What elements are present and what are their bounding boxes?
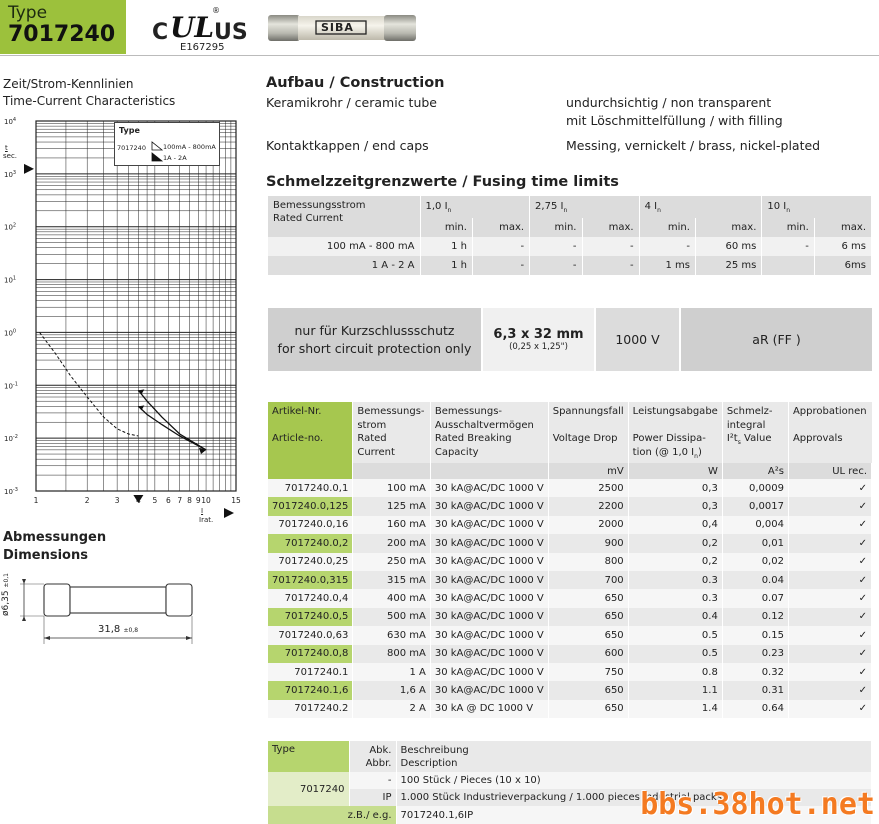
fusing-group-3 xyxy=(639,196,762,218)
approval-check-icon: ✓ xyxy=(788,479,871,497)
voltage-drop-cell: 650 xyxy=(548,626,628,644)
y-tick-label: $10^4$ xyxy=(4,117,17,126)
x-axis-marker xyxy=(133,495,143,503)
fusing-cell: - xyxy=(472,256,529,275)
y-tick-label: $10^0$ xyxy=(4,328,17,338)
fusing-group-1-sub: n xyxy=(447,206,452,214)
unit-cell xyxy=(353,463,431,479)
approval-check-icon: ✓ xyxy=(788,645,871,663)
unit-cell: UL rec. xyxy=(788,463,871,479)
fusing-cell: - xyxy=(530,256,582,275)
short-circuit-note xyxy=(268,308,481,371)
diameter-value: ø6,35 xyxy=(1,590,11,616)
fusing-group-4 xyxy=(762,196,872,218)
power-dissipation-cell: 0.5 xyxy=(628,645,722,663)
diameter-label xyxy=(1,573,11,616)
approval-check-icon: ✓ xyxy=(788,663,871,681)
approval-check-icon: ✓ xyxy=(788,553,871,571)
rated-current-cell: 315 mA xyxy=(353,571,431,589)
x-tick-label: 5 xyxy=(152,496,158,505)
pack-col-abbr-en: Abbr. xyxy=(365,758,392,769)
col-breaking-l3: Rated Breaking xyxy=(434,433,512,444)
col-i2t-l3-end: Value xyxy=(740,433,772,444)
fusing-min-1: min. xyxy=(420,218,472,237)
unit-cell xyxy=(268,463,353,479)
breaking-capacity-cell: 30 kA@AC/DC 1000 V xyxy=(430,479,548,497)
article-number-cell: 7017240.0,5 xyxy=(268,608,353,626)
power-dissipation-cell: 0,3 xyxy=(628,479,722,497)
dimensions-title-de: Abmessungen xyxy=(3,530,107,545)
pack-col-desc-en: Description xyxy=(400,758,458,769)
article-row xyxy=(268,479,872,497)
article-number-cell: 7017240.0,63 xyxy=(268,626,353,644)
fusing-group-1 xyxy=(420,196,530,218)
breaking-capacity-cell: 30 kA@AC/DC 1000 V xyxy=(430,645,548,663)
col-breaking-l1: Bemessungs- xyxy=(434,406,503,417)
voltage-drop-cell: 700 xyxy=(548,571,628,589)
fusing-max-3: max. xyxy=(695,218,761,237)
type-box xyxy=(0,0,126,54)
chart-legend xyxy=(114,122,220,166)
length-value: 31,8 xyxy=(98,624,121,635)
fusing-cell: - xyxy=(472,237,529,256)
chart-svg xyxy=(0,114,244,534)
breaking-capacity-cell: 30 kA@AC/DC 1000 V xyxy=(430,663,548,681)
rated-current-cell: 200 mA xyxy=(353,534,431,552)
fusing-cell: 1 ms xyxy=(639,256,695,275)
approval-check-icon: ✓ xyxy=(788,681,871,699)
power-dissipation-cell: 1.4 xyxy=(628,700,722,718)
fusing-group-2-label: 2,75 I xyxy=(535,200,564,212)
operating-class: aR (FF ) xyxy=(681,308,872,371)
power-dissipation-cell: 0,4 xyxy=(628,516,722,534)
svg-text:UL: UL xyxy=(170,12,214,42)
col-i2t-l1: Schmelz- xyxy=(726,406,773,417)
rated-current-cell: 800 mA xyxy=(353,645,431,663)
i2t-value-cell: 0.64 xyxy=(722,700,788,718)
ul-file-number: E167295 xyxy=(180,42,225,53)
dimensions-title-en: Dimensions xyxy=(3,548,88,563)
breaking-capacity-cell: 30 kA@AC/DC 1000 V xyxy=(430,681,548,699)
chart-title-en: Time-Current Characteristics xyxy=(3,94,176,108)
construction-value-2: Messing, vernickelt / brass, nickel-plated xyxy=(566,138,821,153)
unit-cell: W xyxy=(628,463,722,479)
y-axis-marker xyxy=(24,164,34,174)
fusing-max-4: max. xyxy=(814,218,871,237)
col-power-l4-text: tion (@ 1,0 I xyxy=(632,446,695,458)
legend-curve-icons xyxy=(151,141,163,165)
article-row xyxy=(268,663,872,681)
col-approvals-header xyxy=(788,402,871,463)
article-number-title: 7017240 xyxy=(8,22,116,47)
col-vd-l1: Spannungsfall xyxy=(552,406,624,417)
voltage-drop-cell: 650 xyxy=(548,681,628,699)
rated-current-cell: 100 mA xyxy=(353,479,431,497)
approval-check-icon: ✓ xyxy=(788,571,871,589)
col-voltage-drop-header xyxy=(548,402,628,463)
article-row xyxy=(268,497,872,515)
x-tick-label: 3 xyxy=(114,496,120,505)
col-breaking-l2: Ausschaltvermögen xyxy=(434,419,534,431)
col-current-l3: Rated Current xyxy=(357,433,395,458)
x-tick-label: 1 xyxy=(33,496,39,505)
article-table xyxy=(268,402,872,718)
voltage-drop-cell: 2500 xyxy=(548,479,628,497)
pack-example-value: 7017240.1,6IP xyxy=(396,806,872,824)
pack-col-desc-de: Beschreibung xyxy=(400,745,469,756)
ul-logo-icon xyxy=(168,12,214,42)
pack-col-abbr-de: Abk. xyxy=(369,745,392,756)
x-axis-label: I xyxy=(201,507,204,515)
y-tick-label: $10^{-1}$ xyxy=(4,381,18,391)
construction-label-2: Kontaktkappen / end caps xyxy=(266,138,429,153)
rated-current-cell: 1 A xyxy=(353,663,431,681)
unit-cell: mV xyxy=(548,463,628,479)
pack-col-desc xyxy=(396,741,872,772)
fusing-col0-en: Rated Current xyxy=(273,213,344,224)
power-dissipation-cell: 0.4 xyxy=(628,608,722,626)
construction-label-1: Keramikrohr / ceramic tube xyxy=(266,95,437,110)
length-tolerance: ±0,8 xyxy=(123,627,139,634)
rated-current-cell: 500 mA xyxy=(353,608,431,626)
rated-current-cell: 125 mA xyxy=(353,497,431,515)
construction-value-1a: undurchsichtig / non transparent xyxy=(566,95,772,110)
x-tick-label: 6 xyxy=(165,496,171,505)
pack-abbr: IP xyxy=(349,789,396,806)
fusing-cell: 1 h xyxy=(420,237,472,256)
fusing-cell: - xyxy=(639,237,695,256)
power-dissipation-cell: 0.5 xyxy=(628,626,722,644)
construction-title: Aufbau / Construction xyxy=(266,75,445,91)
approval-check-icon: ✓ xyxy=(788,626,871,644)
voltage-drop-cell: 650 xyxy=(548,589,628,607)
voltage-drop-cell: 800 xyxy=(548,553,628,571)
i2t-value-cell: 0.07 xyxy=(722,589,788,607)
article-rows xyxy=(268,479,872,718)
col-i2t-l3-sub: s xyxy=(737,439,741,446)
fuse-size-inch: (0,25 x 1,25") xyxy=(509,342,568,352)
ul-c-letter: C xyxy=(152,20,169,45)
fusing-cell: 6ms xyxy=(814,256,871,275)
y-tick-label: $10^3$ xyxy=(4,169,17,179)
col-approvals-l1: Approbationen xyxy=(792,406,867,417)
pack-example-label: z.B./ e.g. xyxy=(268,806,396,824)
x-tick-label: 9 xyxy=(195,496,201,505)
ul-registered-mark: ® xyxy=(212,6,220,15)
voltage-drop-cell: 2200 xyxy=(548,497,628,515)
article-header-row xyxy=(268,402,872,463)
article-number-cell: 7017240.0,25 xyxy=(268,553,353,571)
rated-current-cell: 400 mA xyxy=(353,589,431,607)
fusing-row-current: 1 A - 2 A xyxy=(268,256,420,275)
breaking-capacity-cell: 30 kA@AC/DC 1000 V xyxy=(430,626,548,644)
approval-check-icon: ✓ xyxy=(788,589,871,607)
ul-certification-mark xyxy=(152,8,256,54)
fusing-max-2: max. xyxy=(582,218,639,237)
i2t-value-cell: 0,02 xyxy=(722,553,788,571)
fuse-brand-label: SIBA xyxy=(321,21,354,34)
fusing-cell: - xyxy=(530,237,582,256)
power-dissipation-cell: 0,2 xyxy=(628,534,722,552)
article-number-cell: 7017240.0,2 xyxy=(268,534,353,552)
i2t-value-cell: 0,0009 xyxy=(722,479,788,497)
construction-value-1b: mit Löschmittelfüllung / with filling xyxy=(566,113,783,128)
col-i2t-header xyxy=(722,402,788,463)
i2t-value-cell: 0,0017 xyxy=(722,497,788,515)
breaking-capacity-cell: 30 kA@AC/DC 1000 V xyxy=(430,516,548,534)
short-circuit-line-1: nur für Kurzschlussschutz xyxy=(294,322,455,338)
fusing-row xyxy=(268,237,872,256)
voltage-drop-cell: 650 xyxy=(548,608,628,626)
article-number-cell: 7017240.0,4 xyxy=(268,589,353,607)
size-cell xyxy=(483,308,594,371)
power-dissipation-cell: 1.1 xyxy=(628,681,722,699)
col-article-header xyxy=(268,402,353,463)
i2t-value-cell: 0.15 xyxy=(722,626,788,644)
col-power-header xyxy=(628,402,722,463)
pack-abbr: - xyxy=(349,772,396,789)
short-circuit-line-2: for short circuit protection only xyxy=(277,340,472,356)
article-row xyxy=(268,608,872,626)
power-dissipation-cell: 0,2 xyxy=(628,553,722,571)
article-row xyxy=(268,626,872,644)
pack-desc: 1.000 Stück Industrieverpackung / 1.000 pieces industrial packs xyxy=(396,789,872,806)
y-tick-label: $10^1$ xyxy=(4,275,17,285)
article-number-cell: 7017240.0,8 xyxy=(268,645,353,663)
col-power-l4 xyxy=(633,446,718,464)
i2t-value-cell: 0.32 xyxy=(722,663,788,681)
y-tick-label: $10^{-3}$ xyxy=(4,487,18,496)
unit-cell xyxy=(430,463,548,479)
ul-us-letters: US xyxy=(214,20,248,45)
fusing-group-3-sub: n xyxy=(657,206,661,214)
breaking-capacity-cell: 30 kA@AC/DC 1000 V xyxy=(430,571,548,589)
unit-cell: A²s xyxy=(722,463,788,479)
pack-type-value: 7017240 xyxy=(268,772,349,806)
article-units-row xyxy=(268,463,872,479)
col-i2t-l3 xyxy=(727,432,784,450)
fusing-cell: - xyxy=(582,237,639,256)
pack-col-type: Type xyxy=(268,741,349,772)
watermark-text: bbs.38hot.net xyxy=(640,787,875,822)
legend-type: 7017240 xyxy=(117,144,146,152)
breaking-capacity-cell: 30 kA@AC/DC 1000 V xyxy=(430,553,548,571)
col-power-l4-end: ) xyxy=(697,446,702,458)
article-row xyxy=(268,516,872,534)
article-row xyxy=(268,534,872,552)
legend-title: Type xyxy=(119,126,140,135)
fusing-row xyxy=(268,256,872,275)
x-tick-label: 2 xyxy=(84,496,90,505)
fusing-min-4: min. xyxy=(762,218,814,237)
fusing-min-2: min. xyxy=(530,218,582,237)
article-number-cell: 7017240.1 xyxy=(268,663,353,681)
fusing-cell: 1 h xyxy=(420,256,472,275)
time-current-chart xyxy=(0,114,244,534)
rated-voltage: 1000 V xyxy=(596,308,679,371)
approval-check-icon: ✓ xyxy=(788,608,871,626)
pack-desc: 100 Stück / Pieces (10 x 10) xyxy=(396,772,872,789)
article-row xyxy=(268,571,872,589)
article-row xyxy=(268,645,872,663)
breaking-capacity-cell: 30 kA@AC/DC 1000 V xyxy=(430,534,548,552)
approval-check-icon: ✓ xyxy=(788,534,871,552)
col-current-header xyxy=(353,402,431,463)
i2t-value-cell: 0.04 xyxy=(722,571,788,589)
col-article-l3: Article-no. xyxy=(272,433,324,444)
power-dissipation-cell: 0.8 xyxy=(628,663,722,681)
type-label: Type xyxy=(8,3,48,23)
article-row xyxy=(268,681,872,699)
chart-title-de: Zeit/Strom-Kennlinien xyxy=(3,77,134,91)
col-power-l1: Leistungsabgabe xyxy=(632,406,718,417)
voltage-drop-cell: 600 xyxy=(548,645,628,663)
x-axis-unit: Irat. xyxy=(199,516,214,524)
col-power-l3: Power Dissipa- xyxy=(632,433,706,444)
article-number-cell: 7017240.2 xyxy=(268,700,353,718)
fusing-group-4-sub: n xyxy=(786,206,791,214)
y-axis-unit: sec. xyxy=(3,152,18,160)
fusing-table xyxy=(268,196,872,275)
col-breaking-l4: Capacity xyxy=(434,446,479,458)
fusing-col0-header xyxy=(268,196,420,237)
power-dissipation-cell: 0.3 xyxy=(628,589,722,607)
fusing-min-3: min. xyxy=(639,218,695,237)
approval-check-icon: ✓ xyxy=(788,516,871,534)
power-dissipation-cell: 0.3 xyxy=(628,571,722,589)
x-tick-label: 7 xyxy=(177,496,183,505)
voltage-drop-cell: 900 xyxy=(548,534,628,552)
i2t-value-cell: 0.31 xyxy=(722,681,788,699)
article-number-cell: 7017240.0,1 xyxy=(268,479,353,497)
breaking-capacity-cell: 30 kA@AC/DC 1000 V xyxy=(430,589,548,607)
article-row xyxy=(268,553,872,571)
y-axis-label: t xyxy=(5,144,8,152)
i2t-value-cell: 0.12 xyxy=(722,608,788,626)
fusing-max-1: max. xyxy=(472,218,529,237)
article-number-cell: 7017240.0,16 xyxy=(268,516,353,534)
y-tick-label: $10^2$ xyxy=(4,222,17,232)
legend-item-1: 100mA - 800mA xyxy=(163,143,216,151)
rated-current-cell: 160 mA xyxy=(353,516,431,534)
fusing-cell: - xyxy=(762,237,814,256)
rated-current-cell: 250 mA xyxy=(353,553,431,571)
power-dissipation-cell: 0,3 xyxy=(628,497,722,515)
col-power-l4-sub: n xyxy=(694,452,698,460)
dimension-drawing xyxy=(0,570,244,645)
fuse-size: 6,3 x 32 mm xyxy=(493,327,584,342)
article-row xyxy=(268,700,872,718)
y-tick-label: $10^{-2}$ xyxy=(4,434,18,444)
rated-current-cell: 1,6 A xyxy=(353,681,431,699)
x-tick-label: 8 xyxy=(187,496,192,505)
col-i2t-l3-text: I²t xyxy=(726,433,738,444)
fuse-photo xyxy=(268,12,416,44)
voltage-drop-cell: 750 xyxy=(548,663,628,681)
fusing-group-2 xyxy=(530,196,640,218)
col-vd-l3: Voltage Drop xyxy=(552,433,618,444)
approval-check-icon: ✓ xyxy=(788,497,871,515)
diameter-tolerance: ±0,1 xyxy=(3,573,10,588)
length-label xyxy=(98,624,138,635)
col-current-l2: strom xyxy=(357,419,387,431)
breaking-capacity-cell: 30 kA@AC/DC 1000 V xyxy=(430,608,548,626)
pack-col-abbr xyxy=(349,741,396,772)
voltage-drop-cell: 650 xyxy=(548,700,628,718)
voltage-drop-cell: 2000 xyxy=(548,516,628,534)
article-number-cell: 7017240.0,315 xyxy=(268,571,353,589)
col-i2t-l2: integral xyxy=(726,419,766,431)
fusing-cell: 25 ms xyxy=(695,256,761,275)
rated-current-cell: 2 A xyxy=(353,700,431,718)
header-divider xyxy=(0,55,879,56)
fusing-group-4-label: 10 I xyxy=(767,200,787,212)
col-article-l1: Artikel-Nr. xyxy=(272,406,322,417)
col-breaking-header xyxy=(430,402,548,463)
i2t-value-cell: 0,01 xyxy=(722,534,788,552)
approval-check-icon: ✓ xyxy=(788,700,871,718)
rated-current-cell: 630 mA xyxy=(353,626,431,644)
col-approvals-l3: Approvals xyxy=(792,433,843,444)
x-axis-arrow xyxy=(224,508,234,518)
breaking-capacity-cell: 30 kA @ DC 1000 V xyxy=(430,700,548,718)
fusing-group-1-label: 1,0 I xyxy=(425,200,448,212)
legend-item-2: 1A - 2A xyxy=(163,154,187,162)
fusing-cell: 60 ms xyxy=(695,237,761,256)
fusing-col0-de: Bemessungsstrom xyxy=(273,200,366,211)
fusing-group-2-sub: n xyxy=(563,206,568,214)
breaking-capacity-cell: 30 kA@AC/DC 1000 V xyxy=(430,497,548,515)
x-tick-label: 10 xyxy=(201,496,211,505)
fusing-cell: - xyxy=(582,256,639,275)
i2t-value-cell: 0.23 xyxy=(722,645,788,663)
fusing-row-current: 100 mA - 800 mA xyxy=(268,237,420,256)
article-number-cell: 7017240.1,6 xyxy=(268,681,353,699)
x-tick-label: 15 xyxy=(231,496,241,505)
fusing-title: Schmelzzeitgrenzwerte / Fusing time limits xyxy=(266,174,619,190)
i2t-value-cell: 0,004 xyxy=(722,516,788,534)
fusing-cell xyxy=(762,256,814,275)
article-row xyxy=(268,589,872,607)
short-circuit-box xyxy=(268,308,872,371)
fusing-group-3-label: 4 I xyxy=(644,200,658,212)
fusing-cell: 6 ms xyxy=(814,237,871,256)
col-current-l1: Bemessungs- xyxy=(357,406,425,417)
article-number-cell: 7017240.0,125 xyxy=(268,497,353,515)
